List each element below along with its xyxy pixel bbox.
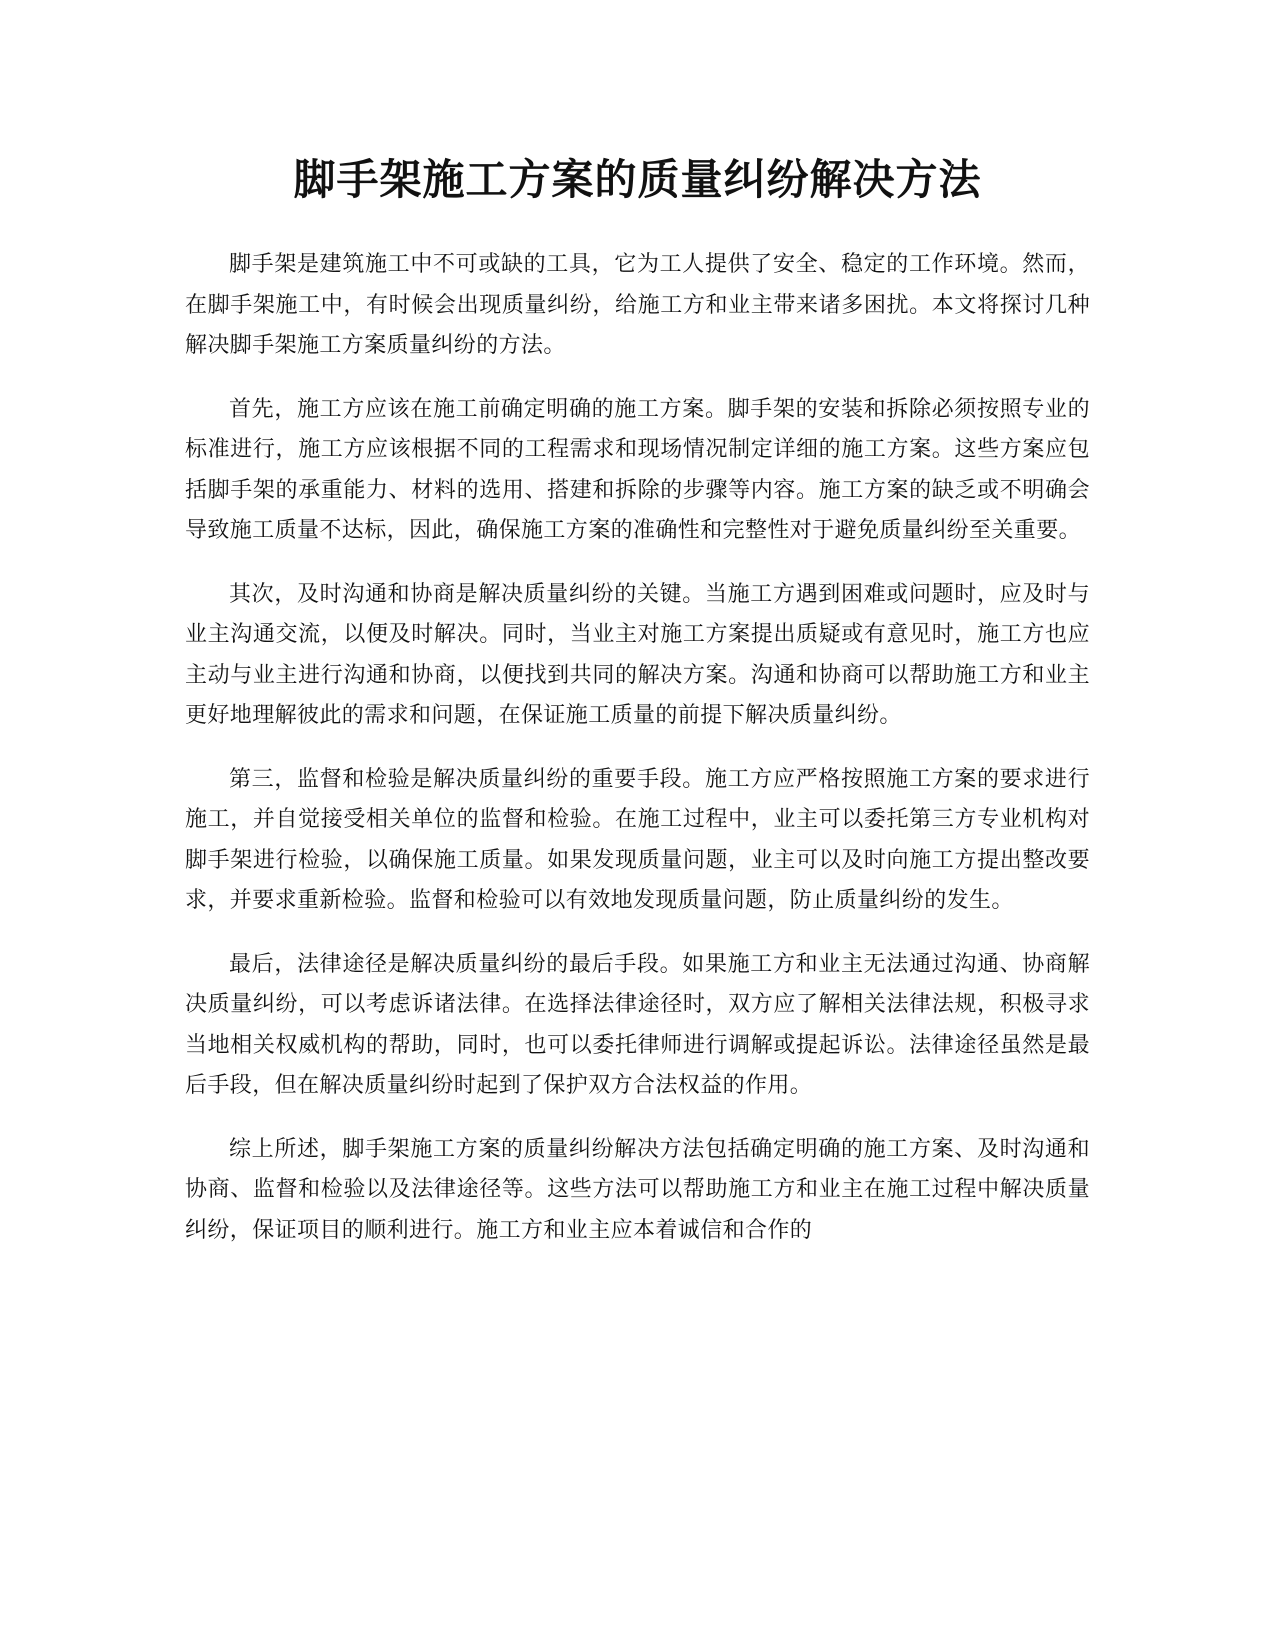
paragraph-first: 首先，施工方应该在施工前确定明确的施工方案。脚手架的安装和拆除必须按照专业的标准进行，施工方应该根据不同的工程需求和现场情况制定详细的施工方案。这些方案应包括脚手架的承重能力、材料的选用、搭建和拆除的步骤等内容。施工方案的缺乏或不明确会导致施工质量不达标，因此，确保施工方案的准确性和完整性对于避免质量纠纷至关重要。: [185, 396, 1090, 543]
document-title: 脚手架施工方案的质量纠纷解决方法: [293, 155, 982, 204]
paragraph-summary: 综上所述，脚手架施工方案的质量纠纷解决方法包括确定明确的施工方案、及时沟通和协商、监督和检验以及法律途径等。这些方法可以帮助施工方和业主在施工过程中解决质量纠纷，保证项目的顺利进行。施工方和业主应本着诚信和合作的: [185, 1136, 1090, 1243]
document-body: [185, 245, 1090, 1274]
paragraph-last-resort: 最后，法律途径是解决质量纠纷的最后手段。如果施工方和业主无法通过沟通、协商解决质量纠纷，可以考虑诉诸法律。在选择法律途径时，双方应了解相关法律法规，积极寻求当地相关权威机构的帮助，同时，也可以委托律师进行调解或提起诉讼。法律途径虽然是最后手段，但在解决质量纠纷时起到了保护双方合法权益的作用。: [185, 951, 1090, 1098]
paragraph-intro: 脚手架是建筑施工中不可或缺的工具，它为工人提供了安全、稳定的工作环境。然而，在脚手架施工中，有时候会出现质量纠纷，给施工方和业主带来诸多困扰。本文将探讨几种解决脚手架施工方案质量纠纷的方法。: [185, 252, 1090, 358]
paragraph-third: 第三，监督和检验是解决质量纠纷的重要手段。施工方应严格按照施工方案的要求进行施工，并自觉接受相关单位的监督和检验。在施工过程中，业主可以委托第三方专业机构对脚手架进行检验，以确保施工质量。如果发现质量问题，业主可以及时向施工方提出整改要求，并要求重新检验。监督和检验可以有效地发现质量问题，防止质量纠纷的发生。: [185, 766, 1090, 913]
paragraph-second: 其次，及时沟通和协商是解决质量纠纷的关键。当施工方遇到困难或问题时，应及时与业主沟通交流，以便及时解决。同时，当业主对施工方案提出质疑或有意见时，施工方也应主动与业主进行沟通和协商，以便找到共同的解决方案。沟通和协商可以帮助施工方和业主更好地理解彼此的需求和问题，在保证施工质量的前提下解决质量纠纷。: [185, 581, 1090, 728]
